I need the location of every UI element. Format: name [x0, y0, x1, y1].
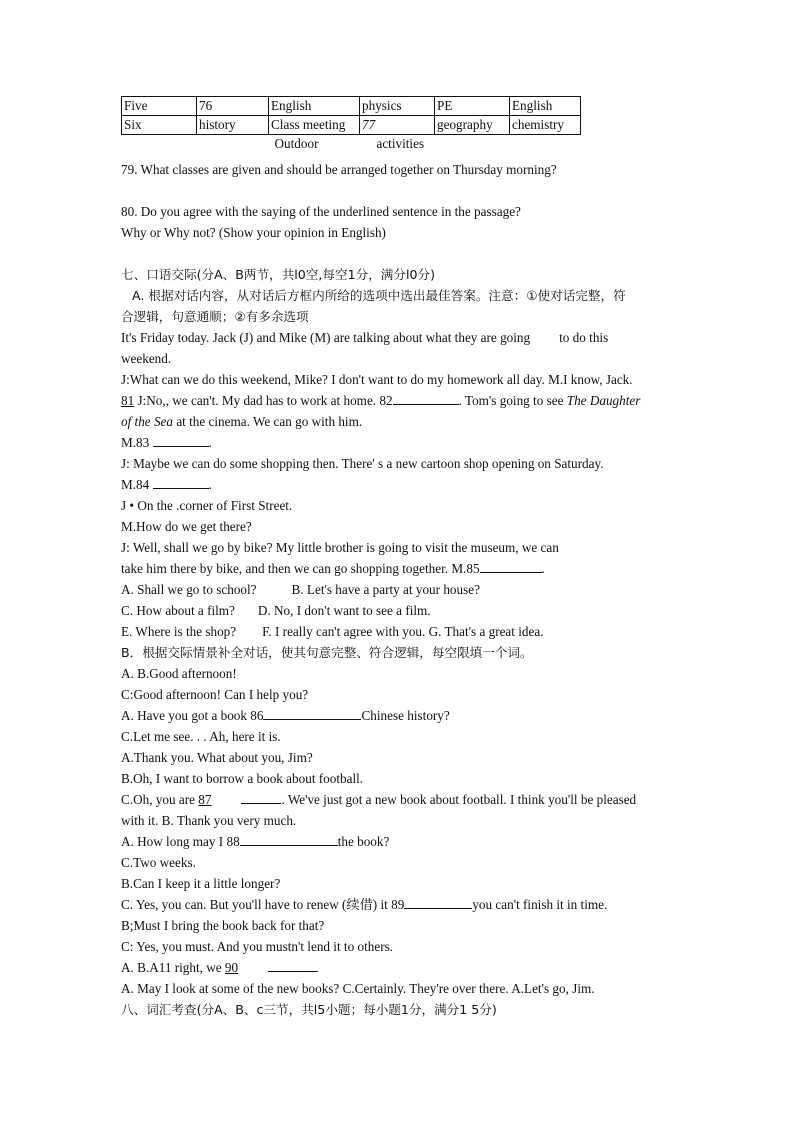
table-cell: physics: [360, 97, 435, 116]
table-cell: history: [197, 116, 269, 135]
part-a-instructions: A. 根据对话内容，从对话后方框内所给的选项中选出最佳答案。注意：①使对话完整，符: [132, 288, 626, 303]
option-a: A. Shall we go to school?: [121, 582, 257, 597]
table-row: [122, 97, 581, 116]
option-row: [121, 581, 480, 598]
question-80: 80. Do you agree with the saying of the underlined sentence in the passage?: [121, 204, 521, 219]
dialogue-line: M.How do we get there?: [121, 519, 252, 534]
dialogue-text: Chinese history?: [361, 708, 450, 723]
option-row: [121, 602, 431, 619]
option-e: E. Where is the shop?: [121, 624, 237, 639]
option-row: [121, 623, 544, 640]
dialogue-line: J:What can we do this weekend, Mike? I don't want to do my homework all day. M.I know, Jack.: [121, 372, 633, 387]
dialogue-line: M.84 .: [121, 477, 212, 492]
dialogue-line: take him there by bike, and then we can go shopping together. M.85 .: [121, 561, 545, 576]
footer-activities: activities: [376, 136, 425, 151]
table-cell: [510, 135, 581, 154]
dialogue-intro-2: weekend.: [121, 351, 172, 366]
dialogue-line: J: Maybe we can do some shopping then. There' s a new cartoon shop opening on Saturday.: [121, 456, 604, 471]
dialogue-text: take him there by bike, and then we can go shopping together. M.85: [121, 561, 480, 576]
table-cell: Class meeting: [269, 116, 360, 135]
dialogue-line: [121, 707, 450, 724]
option-c: C. How about a film?: [121, 603, 235, 618]
answer-blank: [393, 392, 459, 405]
dialogue-text: you can't finish it in time.: [472, 897, 608, 912]
dialogue-line: [121, 833, 389, 850]
outdoor-activities-cell: [269, 135, 510, 154]
dialogue-line: B;Must I bring the book back for that?: [121, 918, 325, 933]
dialogue-line: B.Can I keep it a little longer?: [121, 876, 281, 891]
question-80-followup: Why or Why not? (Show your opinion in English): [121, 225, 386, 240]
dialogue-line: J • On the .corner of First Street.: [121, 498, 293, 513]
dialogue-line: [121, 959, 318, 976]
dialogue-line: with it. B. Thank you very much.: [121, 813, 297, 828]
dialogue-line: [121, 791, 636, 808]
dialogue-text: . We've just got a new book about football. I think you'll be pleased: [281, 792, 637, 807]
dialogue-text: A. B.A11 right, we: [121, 960, 225, 975]
answer-blank: [241, 791, 281, 804]
table-cell: [360, 116, 435, 135]
dialogue-line: A. B.Good afternoon!: [121, 666, 237, 681]
section-7-heading: 七、口语交际(分A、B两节，共l0空,每空1分，满分l0分): [121, 267, 435, 282]
dialogue-line: M.83 .: [121, 435, 212, 450]
dialogue-line: C: Yes, you must. And you mustn't lend it to others.: [121, 939, 394, 954]
table-cell: [197, 135, 269, 154]
dialogue-text: . Tom's going to see: [458, 393, 567, 408]
table-row: [122, 116, 581, 135]
dialogue-text: J:No,, we can't. My dad has to work at home. 82: [134, 393, 393, 408]
dialogue-line: A. May I look at some of the new books? C.Certainly. They're over there. A.Let's go, Jim.: [121, 981, 595, 996]
dialogue-line: C.Two weeks.: [121, 855, 196, 870]
table-row: [122, 135, 581, 154]
answer-blank: [480, 560, 542, 573]
class-schedule-table: [121, 96, 581, 153]
table-cell: chemistry: [510, 116, 581, 135]
table-cell: Five: [122, 97, 197, 116]
table-cell: 76: [197, 97, 269, 116]
option-b: B. Let's have a party at your house?: [291, 582, 480, 597]
option-f-g: F. I really can't agree with you. G. That's a great idea.: [262, 624, 544, 639]
footer-outdoor: Outdoor: [274, 136, 319, 151]
film-title: The Daughter: [566, 393, 641, 408]
dialogue-text: C.Oh, you are: [121, 792, 199, 807]
table-cell: English: [510, 97, 581, 116]
dialogue-line: J: Well, shall we go by bike? My little brother is going to visit the museum, we can: [121, 540, 559, 555]
dialogue-text: A. Have you got a book 86: [121, 708, 264, 723]
dialogue-text: C. Yes, you can. But you'll have to renew (续借) it 89: [121, 897, 405, 912]
dialogue-line: [121, 896, 607, 913]
dialogue-intro: [121, 329, 608, 346]
blank-number-81: 81: [121, 393, 135, 408]
dialogue-line: C.Let me see. . . Ah, here it is.: [121, 729, 281, 744]
dialogue-line: [121, 413, 362, 430]
table-cell: Six: [122, 116, 197, 135]
answer-blank: [153, 434, 209, 447]
question-79: 79. What classes are given and should be arranged together on Thursday morning?: [121, 162, 557, 177]
blank-number-87: 87: [198, 792, 212, 807]
dialogue-text: at the cinema. We can go with him.: [173, 414, 363, 429]
option-d: D. No, I don't want to see a film.: [257, 603, 431, 618]
dialogue-text: M.84: [121, 477, 150, 492]
dialogue-line: B.Oh, I want to borrow a book about football.: [121, 771, 364, 786]
dialogue-text: M.83: [121, 435, 150, 450]
blank-number-77: 77: [362, 117, 376, 132]
film-title: of the Sea: [121, 414, 174, 429]
answer-blank: [404, 896, 472, 909]
part-b-instructions: B．根据交际情景补全对话，使其句意完整、符合逻辑，每空限填一个词。: [121, 645, 533, 660]
dialogue-line: [121, 392, 640, 409]
answer-blank: [268, 959, 318, 972]
blank-number-90: 90: [224, 960, 239, 975]
dialogue-text: A. How long may I 88: [121, 834, 240, 849]
answer-blank: [263, 707, 361, 720]
dialogue-intro-text: to do this: [559, 330, 609, 345]
table-cell: [122, 135, 197, 154]
part-a-instructions-2: 合逻辑，句意通顺；②有多余选项: [121, 309, 309, 324]
dialogue-line: A.Thank you. What about you, Jim?: [121, 750, 313, 765]
answer-blank: [240, 833, 338, 846]
answer-blank: [153, 476, 209, 489]
dialogue-line: C:Good afternoon! Can I help you?: [121, 687, 309, 702]
dialogue-text: the book?: [337, 834, 390, 849]
table-cell: PE: [435, 97, 510, 116]
table-cell: geography: [435, 116, 510, 135]
section-8-heading: 八、词汇考查(分A、B、c三节，共l5小题；每小题1分，满分1 5分): [121, 1002, 497, 1017]
table-cell: English: [269, 97, 360, 116]
dialogue-intro-text: It's Friday today. Jack (J) and Mike (M) are talking about what they are going: [121, 330, 531, 345]
